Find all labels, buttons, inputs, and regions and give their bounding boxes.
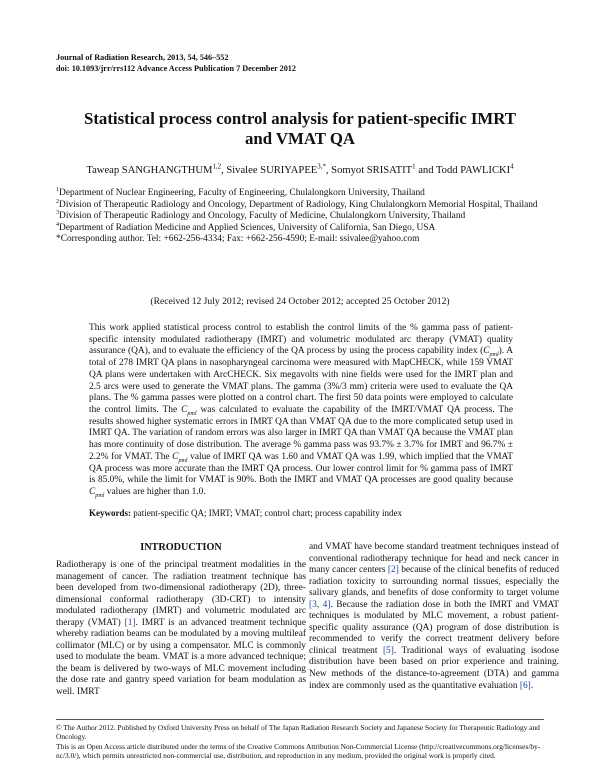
cpml-subscript: pml bbox=[187, 410, 197, 417]
license-notice: This is an Open Access article distributed under the terms of the Creative Commons Attribution Non-Commercial License (http://creativecommons.org/licenses/by-nc/3.0/), which permits unrestricted non-commercial use, distribution, and reproduction in any medium, provided the original work is properly cited. bbox=[56, 741, 541, 760]
cpml-symbol: C bbox=[181, 405, 188, 416]
received-dates: (Received 12 July 2012; revised 24 October 2012; accepted 25 October 2012) bbox=[150, 296, 450, 307]
cpml-symbol: C bbox=[89, 487, 96, 498]
author-name: Todd PAWLICKI bbox=[435, 165, 511, 176]
abstract-text: ). A total of 278 IMRT QA plans in nasopharyngeal carcinoma were measured with MapCHECK, while 159 VMAT QA plans were undertaken with ArcCHECK. Six megavolts with nine fields were used for the IMRT plan and 2.5 arcs were used to generate the VMAT plans. The gamma (3%/3 mm) criteria were used to evaluate the QA plans. The % gamma passes were plotted on a control chart. The first 50 data points were employed to calculate the control limits. The bbox=[89, 346, 513, 416]
cpml-symbol: C bbox=[172, 451, 179, 462]
author-affil-sup: 1 bbox=[412, 163, 416, 171]
affiliation bbox=[56, 211, 556, 223]
journal-header bbox=[56, 53, 296, 74]
body-text: . IMRT is an advanced treatment technique whereby radiation beams can be modulated by a moving multileaf collimator (MLC) or by using a compensator. MLC is commonly used to modulate the beam. VMAT is a more advanced technique; the beam is delivered by two-ways of MLC movement including the dose rate and gantry speed variation for beam modulation as well. IMRT bbox=[56, 617, 306, 698]
body-text: . Because the radiation dose in both the IMRT and VMAT techniques is modulated by MLC movement, a robust patient-specific quality assurance (QA) program of dose distribution is recommended to verify the correct treatment delivery before clinical treatment bbox=[309, 599, 559, 656]
affiliation-number: 2 bbox=[56, 198, 60, 205]
author-name: Somyot SRISATIT bbox=[331, 165, 413, 176]
keywords bbox=[89, 508, 513, 519]
intro-paragraph bbox=[56, 560, 306, 699]
abstract-text: value of IMRT QA was 1.60 and VMAT QA was 1.99, which implied that the VMAT QA process was more accurate than the IMRT QA process. Our lower control limit for % gamma pass of IMRT is 85.0%, while the limit for VMAT is 90%. Both the IMRT and VMAT QA processes are good quality because bbox=[89, 451, 513, 486]
author-affil-sup: 4 bbox=[510, 163, 514, 171]
author-name: Taweap SANGHANGTHUM bbox=[86, 165, 213, 176]
title-line-1: Statistical process control analysis for patient-specific IMRT bbox=[84, 109, 516, 128]
abstract bbox=[89, 323, 513, 499]
author-name: Sivalee SURIYAPEE bbox=[226, 165, 318, 176]
affiliation-text: Division of Therapeutic Radiology and Oncology, Faculty of Medicine, Chulalongkorn University, Thailand bbox=[59, 211, 466, 222]
citation-link[interactable]: 4] bbox=[322, 599, 331, 610]
author-affil-sup: 1,2 bbox=[212, 163, 222, 171]
abstract-text: values are higher than 1.0. bbox=[104, 487, 206, 498]
footer bbox=[56, 723, 546, 760]
author-separator: and bbox=[415, 165, 436, 176]
cpml-subscript: pml bbox=[489, 352, 499, 359]
affiliation-text: Department of Nuclear Engineering, Faculty of Engineering, Chulalongkorn University, Thailand bbox=[59, 188, 425, 198]
affiliation-number: 1 bbox=[56, 186, 60, 193]
copyright-notice: © The Author 2012. Published by Oxford University Press on behalf of The Japan Radiation Research Society and Japanese Society for Therapeutic Radiology and Oncology. bbox=[56, 723, 540, 742]
citation-separator: , bbox=[316, 599, 323, 610]
body-text: because of the clinical benefits of reduced radiation toxicity to surrounding normal tissues, especially the salivary glands, and benefits of dose conformity to target volume bbox=[309, 565, 560, 599]
abstract-text: was calculated to evaluate the capability of the IMRT/VMAT QA process. The results showed higher systematic errors in IMRT QA than VMAT QA due to the more complicated setup used in IMRT QA. The variation of random errors was also larger in IMRT QA than VMAT QA because the VMAT plan has more continuity of dose distribution. The average % gamma pass was 93.7% ± 3.7% for IMRT and 96.7% ± 2.2% for VMAT. The bbox=[89, 405, 513, 462]
body-text: Radiotherapy is one of the principal treatment modalities in the management of cancer. The radiation treatment technique has been developed from two-dimensional radiotherapy (2D), three-dimensional conformal radiotherapy (3D-CRT) to intensity modulated radiotherapy (IMRT) and volumetric modulated arc therapy (VMAT) bbox=[56, 560, 306, 628]
citation-link[interactable]: [2] bbox=[387, 565, 399, 576]
corresponding-author: *Corresponding author. Tel: +662-256-4334; Fax: +662-256-4590; E-mail: ssivalee@yahoo.com bbox=[56, 234, 420, 245]
cpml-symbol: C bbox=[483, 346, 490, 357]
keywords-label: Keywords: bbox=[89, 508, 131, 518]
affiliation bbox=[56, 223, 556, 235]
citation-link[interactable]: [5] bbox=[382, 645, 394, 656]
footer-divider bbox=[56, 719, 544, 720]
citation-link[interactable]: [6] bbox=[519, 680, 531, 691]
paper-title bbox=[40, 109, 560, 148]
journal-doi: doi: 10.1093/jrr/rrs112 Advance Access Publication 7 December 2012 bbox=[56, 63, 296, 73]
author-list bbox=[40, 164, 560, 177]
right-column bbox=[309, 542, 559, 692]
journal-citation: Journal of Radiation Research, 2013, 54, 546–552 bbox=[56, 53, 229, 62]
citation-link[interactable]: [1] bbox=[124, 617, 136, 628]
abstract-text: This work applied statistical process control to establish the control limits of the % gamma pass of patient-specific intensity modulated radiotherapy (IMRT) and volumetric modulated arc therapy (VMAT) quality assurance (QA), and to evaluate the efficiency of the QA process by using the process capability index ( bbox=[89, 323, 513, 357]
intro-paragraph-cont bbox=[309, 542, 559, 692]
left-column bbox=[56, 542, 306, 699]
affiliations bbox=[56, 188, 556, 246]
body-text: . bbox=[530, 680, 534, 691]
body-text: and VMAT have become standard treatment techniques instead of conventional radiotherapy technique for head and neck cancer in many cancer centers bbox=[309, 542, 559, 576]
author-separator: , bbox=[221, 165, 227, 176]
cpml-subscript: pml bbox=[95, 492, 105, 499]
author-separator: , bbox=[325, 165, 332, 176]
title-line-2: and VMAT QA bbox=[244, 128, 356, 148]
affiliation-number: 4 bbox=[56, 221, 60, 228]
body-text: . Traditional ways of evaluating isodose distribution have been based on prior experience and training. New methods of the distance-to-agreement (DTA) and gamma index are commonly used as the quantitative evaluation bbox=[309, 645, 559, 691]
section-heading-introduction: INTRODUCTION bbox=[140, 542, 222, 553]
cpml-subscript: pml bbox=[178, 457, 188, 464]
author-affil-sup: 3,* bbox=[317, 163, 326, 171]
affiliation bbox=[56, 188, 556, 200]
citation-link[interactable]: [3 bbox=[309, 599, 317, 610]
affiliation-text: Division of Therapeutic Radiology and Oncology, Department of Radiology, King Chulalongkorn Memorial Hospital, Thailand bbox=[59, 199, 538, 210]
keywords-text: patient-specific QA; IMRT; VMAT; control chart; process capability index bbox=[131, 508, 402, 518]
affiliation-number: 3 bbox=[56, 210, 60, 217]
affiliation-text: Department of Radiation Medicine and Applied Sciences, University of California, San Diego, USA bbox=[59, 222, 436, 233]
affiliation bbox=[56, 200, 556, 212]
